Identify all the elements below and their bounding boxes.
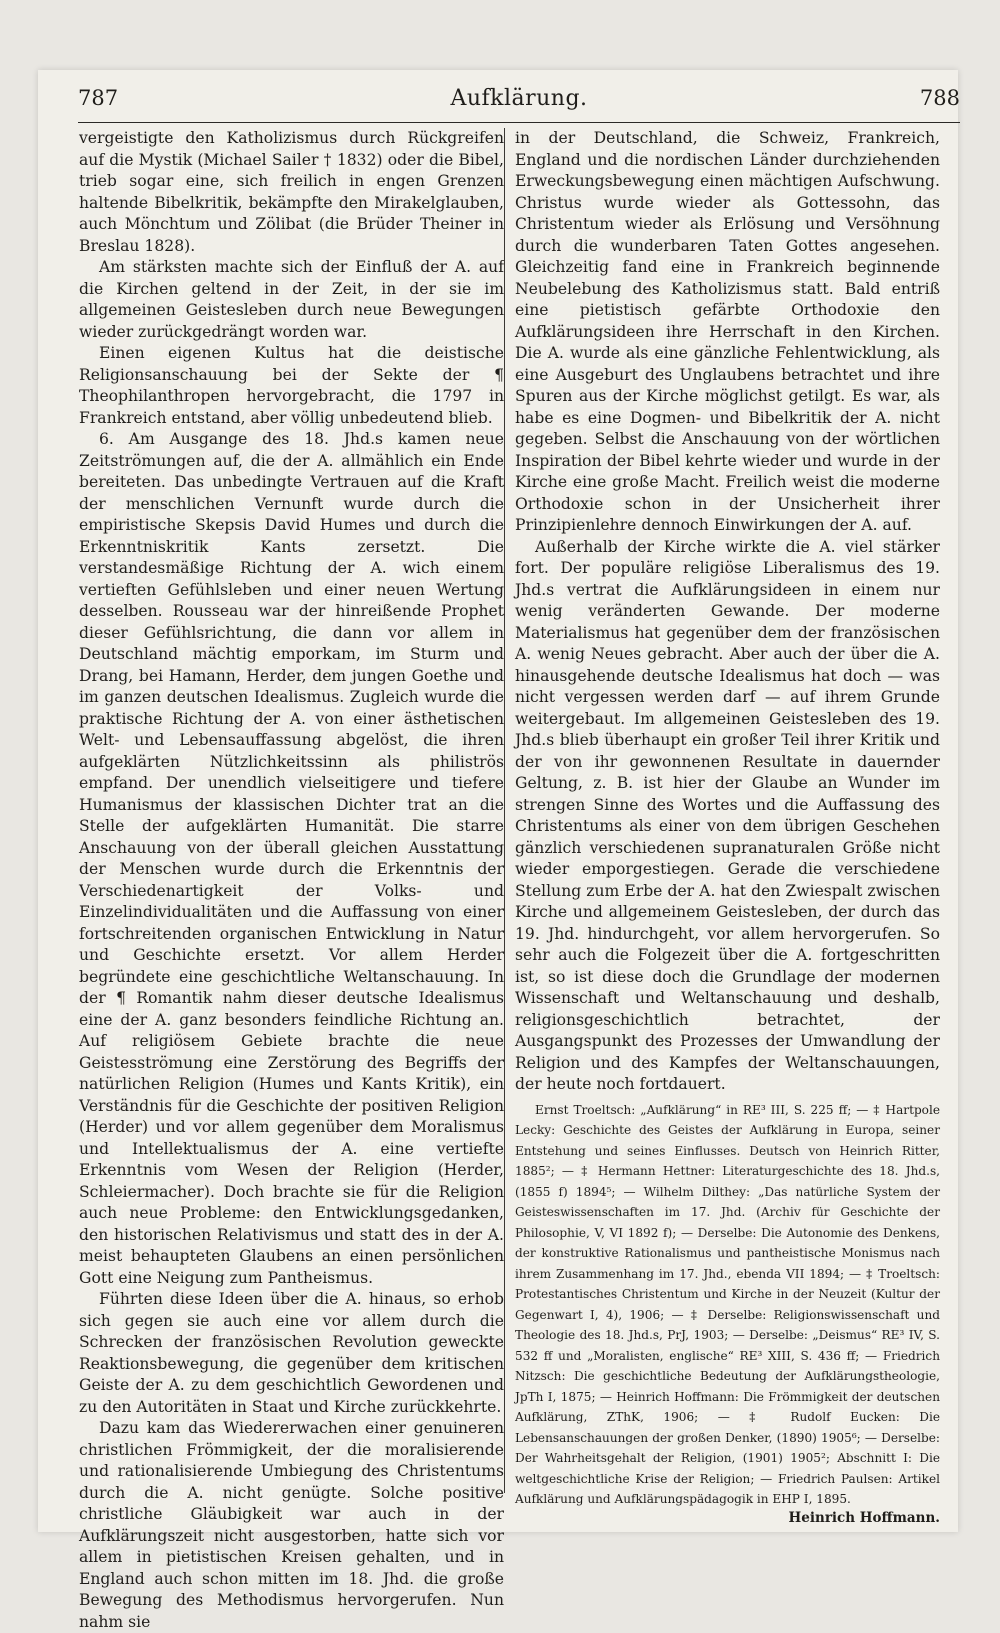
paragraph: in der Deutschland, die Schweiz, Frankreich, England und die nordischen Länder durchziehenden Erweckungsbewegung einen mächtigen Aufschwung. Christus wurde wieder als Gottessohn, das Christentum wieder als Erlösung und Versöhnung durch die wunderbaren Taten Gottes angesehen. Gleichzeitig fand eine in Frankreich beginnende Neubelebung des Katholizismus statt. Bald entriß eine pietistisch gefärbte Orthodoxie den Aufklärungsideen ihre Herrschaft in den Kirchen. Die A. wurde als eine gänzliche Fehlentwicklung, als eine Ausgeburt des Unglaubens betrachtet und ihre Spuren aus der Kirche möglichst getilgt. Es war, als habe es eine Dogmen- und Bibelkritik der A. nicht gegeben. Selbst die Anschauung von der wörtlichen Inspiration der Bibel kehrte wieder und wurde in der Kirche eine große Macht. Freilich weist die moderne Orthodoxie schon in der Unsicherheit ihrer Prinzipienlehre dennoch Einwirkungen der A. auf. bbox=[515, 129, 940, 534]
bibliography bbox=[515, 1100, 940, 1510]
paragraph: Außerhalb der Kirche wirkte die A. viel stärker fort. Der populäre religiöse Liberalismus des 19. Jhd.s vertrat die Aufklärungsideen in einem nur wenig veränderten Gewande. Der moderne Materialismus hat gegenüber dem der französischen A. wenig Neues gebracht. Aber auch der über die A. hinausgehende deutsche Idealismus hat doch — was nicht vergessen werden darf — auf ihrem Grunde weitergebaut. Im allgemeinen Geistesleben des 19. Jhd.s blieb überhaupt ein großer Teil ihrer Kritik und der von ihr gewonnenen Resultate in dauernder Geltung, z. B. ist hier der Glaube an Wunder im strengen Sinne des Wortes und die Auffassung des Christentums als einer von dem übrigen Geschehen gänzlich verschiedenen supranaturalen Größe nicht wieder emporgestiegen. Gerade die verschiedene Stellung zum Erbe der A. hat den Zwiespalt zwischen Kirche und allgemeinem Geistesleben, der durch das 19. Jhd. hindurchgeht, vor allem hervorgerufen. So sehr auch die Folgezeit über die A. fortgeschritten ist, so ist diese doch die Grundlage der modernen Wissenschaft und Weltanschauung und deshalb, religionsgeschichtlich betrachtet, der Ausgangspunkt des Prozesses der Umwandlung der Religion und des Kampfes der Weltanschauungen, der heute noch fortdauert. bbox=[515, 537, 940, 1093]
running-header bbox=[78, 86, 960, 123]
paragraph: Dazu kam das Wiedererwachen einer genuineren christlichen Frömmigkeit, der die moralisierende und rationalisierende Umbiegung des Christentums durch die A. nicht genügte. Solche positive christliche Gläubigkeit war auch in der Aufklärungszeit nicht ausgestorben, hatte sich vor allem in pietistischen Kreisen gehalten, und in England auch schon mitten im 18. Jhd. die große Bewegung des Methodismus hervorgerufen. Nun nahm sie bbox=[79, 1419, 504, 1631]
article-author: Heinrich Hoffmann. bbox=[788, 1509, 940, 1526]
right-column bbox=[515, 128, 940, 1529]
paragraph: Am stärksten machte sich der Einfluß der A. auf die Kirchen geltend in der Zeit, in der sie im allgemeinen Geistesleben durch neue Bewegungen wieder zurückgedrängt worden war. bbox=[79, 258, 504, 341]
paragraph: Führten diese Ideen über die A. hinaus, so erhob sich gegen sie auch eine vor allem durch die Schrecken der französischen Revolution geweckte Reaktionsbewegung, die gegenüber dem kritischen Geiste der A. zu dem geschichtlich Gewordenen und zu den Autoritäten in Staat und Kirche zurückkehrte. bbox=[79, 1290, 504, 1416]
column-divider bbox=[504, 128, 505, 1493]
left-column bbox=[79, 128, 504, 1633]
page-number-right: 788 bbox=[919, 86, 960, 110]
paragraph: Einen eigenen Kultus hat die deistische Religionsanschauung bei der Sekte der ¶ Theophilanthropen hervorgebracht, die 1797 in Frankreich entstand, aber völlig unbedeutend blieb. bbox=[79, 344, 504, 427]
running-title: Aufklärung. bbox=[450, 86, 588, 111]
bibliography-text: Ernst Troeltsch: „Aufklärung“ in RE³ III, S. 225 ff; — ‡ Hartpole Lecky: Geschichte des Geistes der Aufklärung in Europa, seiner Entstehung und seines Einflusses. Deutsch von Heinrich Ritter, 1885²; — ‡ Hermann Hettner: Literaturgeschichte des 18. Jhd.s, (1855 f) 1894⁵; — Wilhelm Dilthey: „Das natürliche System der Geisteswissenschaften im 17. Jhd. (Archiv für Geschichte der Philosophie, V, VI 1892 f); — Derselbe: Die Autonomie des Denkens, der konstruktive Rationalismus und pantheistische Monismus nach ihrem Zusammenhang im 17. Jhd., ebenda VII 1894; — ‡ Troeltsch: Protestantisches Christentum und Kirche in der Neuzeit (Kultur der Gegenwart I, 4), 1906; — ‡ Derselbe: Religionswissenschaft und Theologie des 18. Jhd.s, PrJ, 1903; — Derselbe: „Deismus“ RE³ IV, S. 532 ff und „Moralisten, englische“ RE³ XIII, S. 436 ff; — Friedrich Nitzsch: Die geschichtliche Bedeutung der Aufklärungstheologie, JpTh I, 1875; — Heinrich Hoffmann: Die Frömmigkeit der deutschen Aufklärung, ZThK, 1906; — ‡ Rudolf Eucken: Die Lebensanschauungen der großen Denker, (1890) 1905⁶; — Derselbe: Der Wahrheitsgehalt der Religion, (1901) 1905²; Abschnitt I: Die weltgeschichtliche Krise der Religion; — Friedrich Paulsen: Artikel Aufklärung und Aufklärungspädagogik in EHP I, 1895. bbox=[515, 1102, 940, 1506]
paragraph: vergeistigte den Katholizismus durch Rückgreifen auf die Mystik (Michael Sailer † 1832) oder die Bibel, trieb sogar eine, sich freilich in engen Grenzen haltende Bibelkritik, bekämpfte den Mirakelglauben, auch Mönchtum und Zölibat (die Brüder Theiner in Breslau 1828). bbox=[79, 129, 504, 255]
paragraph: 6. Am Ausgange des 18. Jhd.s kamen neue Zeitströmungen auf, die der A. allmählich ein Ende bereiteten. Das unbedingte Vertrauen auf die Kraft der menschlichen Vernunft wurde durch die empiristische Skepsis David Humes und durch die Erkenntniskritik Kants zersetzt. Die verstandesmäßige Richtung der A. wich einem vertieften Gefühlsleben und einer neuen Wertung desselben. Rousseau war der hinreißende Prophet dieser Gefühlsrichtung, die dann vor allem in Deutschland mächtig emporkam, im Sturm und Drang, bei Hamann, Herder, dem jungen Goethe und im ganzen deutschen Idealismus. Zugleich wurde die praktische Richtung der A. von einer ästhetischen Welt- und Lebensauffassung abgelöst, die ihren aufgeklärten Nützlichkeitssinn als philiströs empfand. Der unendlich vielseitigere und tiefere Humanismus der klassischen Dichter trat an die Stelle der aufgeklärten Humanität. Die starre Anschauung von der überall gleichen Ausstattung der Menschen wurde durch die Erkenntnis der Verschiedenartigkeit der Volks- und Einzelindividualitäten und die Auffassung von einer fortschreitenden organischen Entwicklung in Natur und Geschichte ersetzt. Vor allem Herder begründete eine geschichtliche Weltanschauung. In der ¶ Romantik nahm dieser deutsche Idealismus eine der A. ganz besonders feindliche Richtung an. Auf religiösem Gebiete brachte die neue Geistesströmung eine Zerstörung des Begriffs der natürlichen Religion (Humes und Kants Kritik), ein Verständnis für die Geschichte der positiven Religion (Herder) und vor allem gegenüber dem Moralismus und Intellektualismus der A. eine vertiefte Erkenntnis vom Wesen der Religion (Herder, Schleiermacher). Doch brachte sie für die Religion auch neue Probleme: den Entwicklungsgedanken, den historischen Relativismus und statt des in der A. meist behaupteten Glaubens an einen persönlichen Gott eine Neigung zum Pantheismus. bbox=[79, 430, 504, 1287]
page-number-left: 787 bbox=[78, 86, 119, 110]
